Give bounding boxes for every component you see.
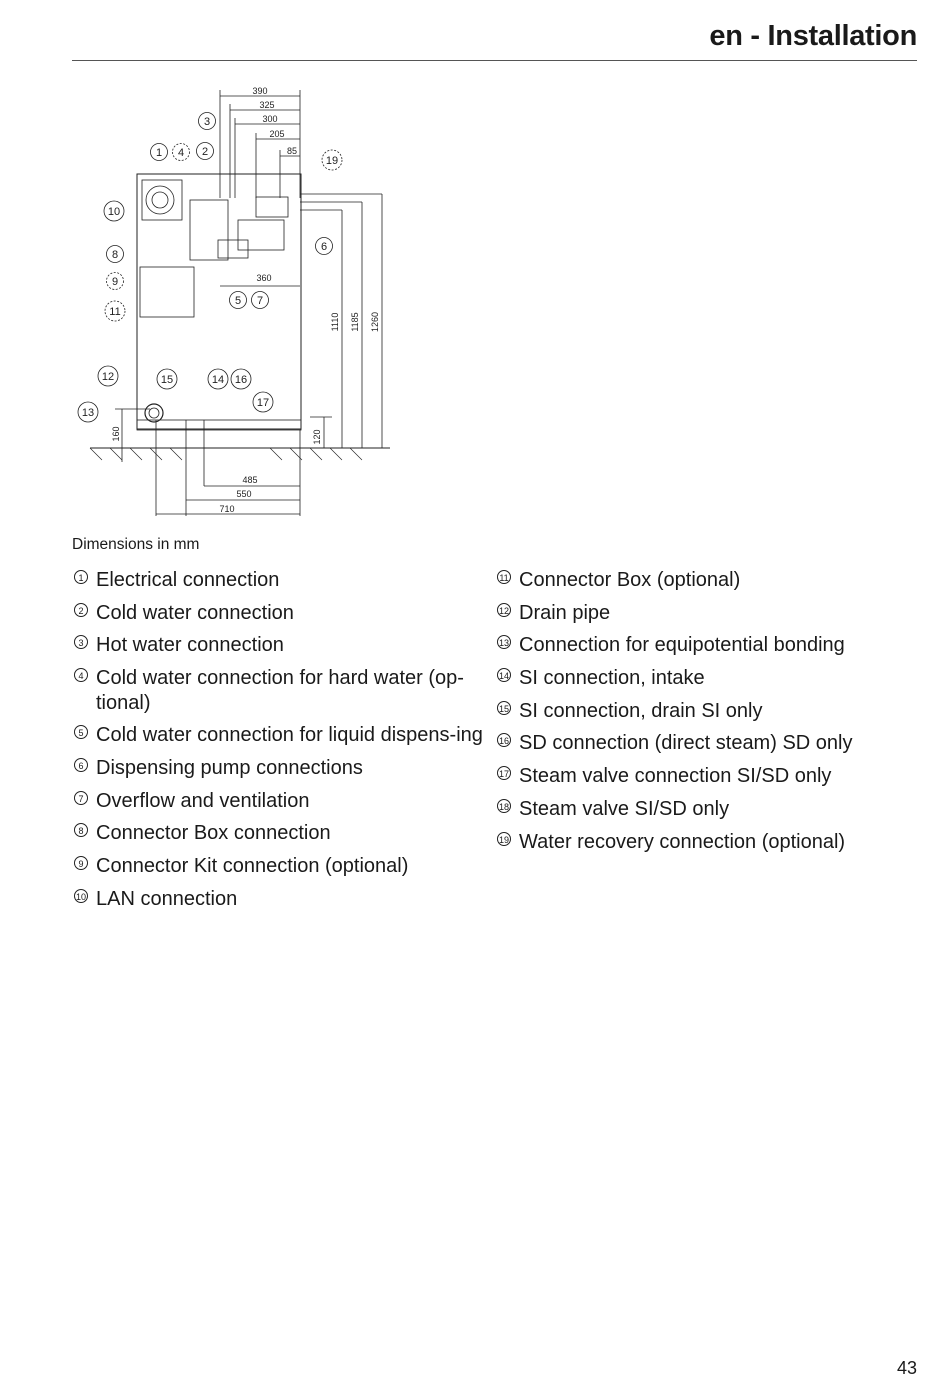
svg-text:9: 9	[111, 276, 119, 288]
legend-text: Connector Box (optional)	[519, 569, 741, 591]
svg-text:19: 19	[325, 155, 339, 167]
callout-15	[157, 369, 177, 389]
legend-text: Steam valve SI/SD only	[519, 797, 730, 820]
legend-text: Connector Box connection	[96, 822, 331, 845]
callout-17	[253, 392, 273, 412]
dim-bottom-710: 710	[219, 504, 235, 514]
legend-item	[74, 601, 489, 626]
dim-top-325: 325	[259, 100, 275, 110]
dim-top-390: 390	[252, 86, 268, 96]
legend-item	[74, 854, 489, 879]
legend-item	[497, 666, 917, 691]
legend-number: 13	[497, 635, 511, 649]
legend-item	[74, 723, 489, 748]
callout-5	[230, 292, 247, 309]
svg-text:8: 8	[111, 249, 119, 261]
svg-text:5: 5	[234, 295, 242, 307]
legend-text: SI connection, drain SI only	[519, 699, 763, 722]
legend-text: Connector Kit connection (optional)	[96, 855, 409, 877]
legend-number: 15	[497, 701, 511, 715]
legend-number: 1	[74, 570, 88, 584]
legend-number: 5	[74, 725, 88, 739]
svg-text:2: 2	[201, 146, 209, 158]
dim-top-300: 300	[262, 114, 278, 124]
callout-14	[208, 369, 228, 389]
legend-text: Cold water connection for hard water (op-tional)	[96, 667, 464, 714]
svg-text:15: 15	[160, 374, 174, 386]
header-rule	[72, 60, 917, 61]
svg-text:10: 10	[107, 206, 121, 218]
legend-number: 10	[74, 889, 88, 903]
legend-item	[497, 830, 917, 855]
legend-number: 3	[74, 635, 88, 649]
dim-left-160: 160	[111, 426, 121, 442]
legend-number: 4	[74, 668, 88, 682]
legend-text: Dispensing pump connections	[96, 756, 363, 779]
callout-12	[98, 366, 118, 386]
legend-number: 7	[74, 791, 88, 805]
legend-item	[74, 821, 489, 846]
legend-number: 6	[74, 758, 88, 772]
legend-item	[497, 568, 917, 593]
legend-item	[74, 666, 489, 715]
dim-bottom-485: 485	[242, 475, 258, 485]
legend-text: SD connection (direct steam) SD only	[519, 732, 853, 755]
callout-7	[252, 292, 269, 309]
svg-text:16: 16	[234, 374, 248, 386]
legend-text: Cold water connection	[96, 601, 294, 624]
callout-6	[316, 238, 333, 255]
legend-text: Drain pipe	[519, 601, 611, 624]
legend-item	[497, 633, 917, 658]
legend-text: Hot water connection	[96, 634, 284, 657]
legend-text: Steam valve connection SI/SD only	[519, 765, 832, 788]
legend-number: 19	[497, 832, 511, 846]
callout-16	[231, 369, 251, 389]
svg-text:11: 11	[109, 306, 121, 318]
callout-11	[105, 301, 125, 321]
svg-text:17: 17	[256, 397, 270, 409]
dim-right-120: 120	[312, 429, 322, 445]
callout-1	[151, 144, 168, 161]
legend-left	[74, 568, 489, 919]
legend-number: 9	[74, 856, 88, 870]
svg-text:13: 13	[81, 407, 95, 419]
svg-text:6: 6	[320, 241, 328, 253]
callout-19	[322, 150, 342, 170]
legend-text: Electrical connection	[96, 569, 280, 591]
legend-item	[74, 633, 489, 658]
dim-bottom-550: 550	[236, 489, 252, 499]
legend-text: Cold water connection for liquid dispens-ing	[96, 724, 483, 747]
legend-number: 17	[497, 766, 511, 780]
page-number: 43	[896, 1358, 917, 1378]
dim-top-85: 85	[286, 146, 298, 156]
svg-text:3: 3	[203, 116, 211, 128]
legend-text: Overflow and ventilation	[96, 789, 310, 812]
legend-item	[497, 699, 917, 724]
legend-right	[497, 568, 917, 862]
callout-13	[78, 402, 98, 422]
legend-item	[74, 568, 489, 593]
legend-number: 11	[497, 570, 511, 584]
dim-right-1260: 1260	[370, 311, 380, 333]
legend-number: 2	[74, 603, 88, 617]
dimension-diagram	[70, 82, 400, 522]
legend-item	[74, 756, 489, 781]
callout-9	[107, 273, 124, 290]
legend-item	[74, 789, 489, 814]
legend-item	[74, 887, 489, 912]
svg-text:7: 7	[256, 295, 264, 307]
callout-3	[199, 113, 216, 130]
svg-text:12: 12	[101, 371, 115, 383]
legend-item	[497, 764, 917, 789]
callout-2	[197, 143, 214, 160]
dim-right-1110: 1110	[330, 312, 340, 332]
callout-8	[107, 246, 124, 263]
legend-number: 14	[497, 668, 511, 682]
dim-mid-360: 360	[256, 273, 272, 283]
legend-text: SI connection, intake	[519, 667, 705, 690]
svg-text:14: 14	[211, 374, 225, 386]
legend-item	[497, 601, 917, 626]
svg-text:4: 4	[177, 147, 185, 159]
diagram-caption: Dimensions in mm	[72, 536, 200, 553]
callout-4	[173, 144, 190, 161]
legend-number: 18	[497, 799, 511, 813]
callout-10	[104, 201, 124, 221]
legend-item	[497, 797, 917, 822]
legend-item	[497, 731, 917, 756]
legend-text: LAN connection	[96, 887, 238, 910]
page-title: en - Installation	[709, 20, 917, 52]
legend-number: 12	[497, 603, 511, 617]
legend-text: Connection for equipotential bonding	[519, 634, 845, 657]
svg-text:1: 1	[155, 147, 163, 159]
dim-top-205: 205	[269, 129, 285, 139]
legend-number: 16	[497, 733, 511, 747]
legend-number: 8	[74, 823, 88, 837]
legend-text: Water recovery connection (optional)	[519, 830, 846, 853]
dim-right-1185: 1185	[350, 312, 360, 332]
